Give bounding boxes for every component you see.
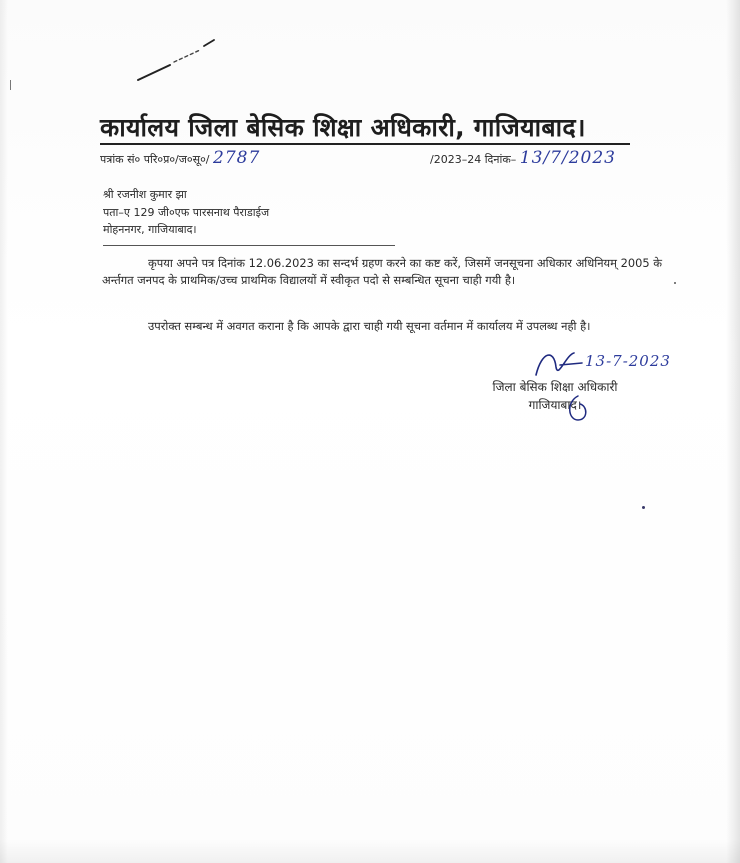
- margin-mark: [10, 80, 11, 90]
- reference-number: 2787: [213, 148, 261, 168]
- addressee-address-line2: मोहननगर, गाजियाबाद।: [103, 223, 197, 236]
- page-shadow-bottom: [0, 839, 740, 863]
- office-heading: कार्यालय जिला बेसिक शिक्षा अधिकारी, गाजियाबाद।: [100, 113, 586, 142]
- address-divider: [103, 245, 395, 246]
- page-shadow-left: [0, 0, 8, 863]
- ink-speck: [674, 282, 676, 284]
- ink-speck: [642, 506, 645, 509]
- addressee-address-line1: पता–ए 129 जी०एफ पारसनाथ पैराडाईज: [103, 206, 270, 219]
- body-paragraph-1: कृपया अपने पत्र दिनांक 12.06.2023 का सन्दर्भ ग्रहण करने का कष्ट करें, जिसमें जनसूचना अधिकार अधिनियम् 2005 के अर्न्तगत जनपद के प्राथमिक/उच्च प्राथमिक विद्यालयों में स्वीकृत पदो से सम्बन्धित सूचना चाही गयी है।: [102, 256, 662, 287]
- heading-underline: [100, 143, 630, 145]
- body-paragraph-2: उपरोक्त सम्बन्ध में अवगत कराना है कि आपके द्वारा चाही गयी सूचना वर्तमान में कार्यालय में उपलब्ध नही है।: [148, 319, 591, 333]
- signature-date: 13-7-2023: [585, 352, 671, 370]
- pen-scribble-mark: [130, 32, 230, 87]
- signatory-place: गाजियाबाद।: [528, 398, 582, 412]
- addressee-name: श्री रजनीश कुमार झा: [103, 188, 187, 201]
- page-shadow-right: [726, 0, 740, 863]
- signatory-title: जिला बेसिक शिक्षा अधिकारी: [492, 380, 618, 394]
- date-line: [430, 148, 616, 168]
- reference-year: /2023–24 दिनांक–: [430, 153, 517, 166]
- signature-flourish: [564, 392, 592, 426]
- reference-number-line: [100, 148, 260, 168]
- reference-prefix: पत्रांक सं० परि०प्र०/ज०सू०/: [100, 153, 210, 166]
- signature-block: [470, 378, 640, 414]
- letter-date: 13/7/2023: [519, 148, 616, 168]
